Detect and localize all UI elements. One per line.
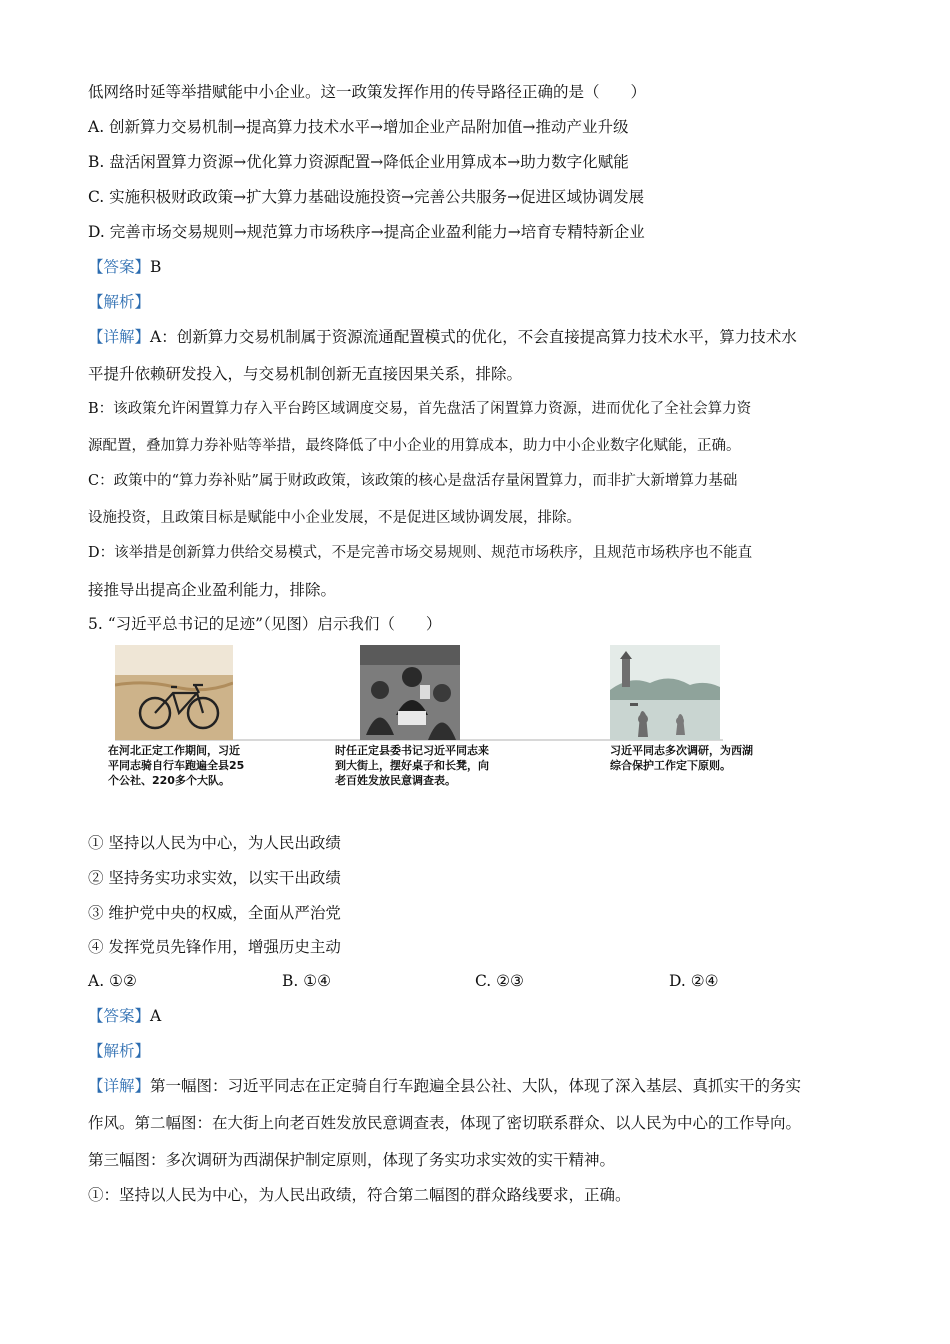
q5-answer: [88, 1006, 161, 1026]
q5-statement-3: ③ 维护党中央的权威，全面从严治党: [88, 904, 341, 922]
detail-text: 第一幅图：习近平同志在正定骑自行车跑遍全县公社、大队，体现了深入基层、真抓实干的务实: [150, 1077, 802, 1095]
street-survey-photo: [360, 645, 460, 740]
q4-option-d: D. 完善市场交易规则→规范算力市场秩序→提高企业盈利能力→培育专精特新企业: [88, 223, 645, 241]
q5-statement-2: ② 坚持务实功求实效，以实干出政绩: [88, 869, 341, 887]
detail-label: 【详解】: [88, 1077, 151, 1095]
footprint-figure: [105, 643, 755, 803]
q4-detail-line: [88, 327, 797, 347]
q5-choice-c: C. ②③: [475, 972, 524, 990]
q4-detail-line: C：政策中的“算力券补贴”属于财政政策，该政策的核心是盘活存量闲置算力，而非扩大新增算力基础: [88, 473, 738, 489]
q4-analysis-label: 【解析】: [88, 293, 151, 311]
q4-option-b: B. 盘活闲置算力资源→优化算力资源配置→降低企业用算成本→助力数字化赋能: [88, 153, 629, 171]
caption-west-lake: 习近平同志多次调研，为西湖 综合保护工作定下原则。: [610, 744, 753, 772]
q5-analysis-label: 【解析】: [88, 1042, 151, 1060]
answer-value: A: [150, 1007, 162, 1025]
answer-label: 【答案】: [88, 1007, 151, 1025]
q5-statement-4: ④ 发挥党员先锋作用，增强历史主动: [88, 938, 341, 956]
q4-detail-line: 接推导出提高企业盈利能力，排除。: [88, 581, 337, 599]
caption-street-survey: 时任正定县委书记习近平同志来 到大街上，摆好桌子和长凳，向 老百姓发放民意调查表。: [335, 744, 489, 787]
q4-detail-line: B：该政策允许闲置算力存入平台跨区域调度交易，首先盘活了闲置算力资源，进而优化了全社会算力资: [88, 401, 752, 417]
q4-detail-line: 设施投资，且政策目标是赋能中小企业发展，不是促进区域协调发展，排除。: [88, 510, 581, 526]
q4-answer: [88, 257, 161, 277]
q4-stem-tail: 低网络时延等举措赋能中小企业。这一政策发挥作用的传导路径正确的是（ ）: [88, 83, 647, 101]
q5-detail-line: [88, 1076, 801, 1096]
detail-label: 【详解】: [88, 328, 151, 346]
q4-detail-line: 平提升依赖研发投入，与交易机制创新无直接因果关系，排除。: [88, 365, 523, 383]
answer-value: B: [150, 258, 162, 276]
q5-statement-1: ① 坚持以人民为中心，为人民出政绩: [88, 834, 341, 852]
answer-label: 【答案】: [88, 258, 151, 276]
q5-choice-b: B. ①④: [282, 972, 332, 990]
q5-choice-a: A. ①②: [88, 972, 137, 990]
q4-detail-line: D：该举措是创新算力供给交易模式，不是完善市场交易规则、规范市场秩序，且规范市场秩序也不能直: [88, 545, 753, 561]
detail-text: A：创新算力交易机制属于资源流通配置模式的优化，不会直接提高算力技术水平，算力技术水: [150, 328, 797, 346]
q4-option-a: A. 创新算力交易机制→提高算力技术水平→增加企业产品附加值→推动产业升级: [88, 118, 629, 136]
q5-stem: 5. “习近平总书记的足迹”（见图）启示我们（ ）: [88, 615, 442, 633]
bicycle-photo: [115, 645, 233, 740]
west-lake-photo: [610, 645, 720, 740]
q5-detail-line: 作风。第二幅图：在大街上向老百姓发放民意调查表，体现了密切联系群众、以人民为中心的工作导向。: [88, 1114, 802, 1132]
q5-choices: [88, 971, 868, 991]
q5-detail-line: ①：坚持以人民为中心，为人民出政绩，符合第二幅图的群众路线要求，正确。: [88, 1186, 631, 1204]
q4-detail-line: 源配置，叠加算力券补贴等举措，最终降低了中小企业的用算成本，助力中小企业数字化赋能，正确。: [88, 438, 741, 454]
q5-detail-line: 第三幅图：多次调研为西湖保护制定原则，体现了务实功求实效的实干精神。: [88, 1151, 616, 1169]
q5-choice-d: D. ②④: [669, 972, 719, 990]
caption-bicycle: 在河北正定工作期间，习近 平同志骑自行车跑遍全县25 个公社、220多个大队。: [108, 744, 245, 787]
q4-option-c: C. 实施积极财政政策→扩大算力基础设施投资→完善公共服务→促进区域协调发展: [88, 188, 645, 206]
